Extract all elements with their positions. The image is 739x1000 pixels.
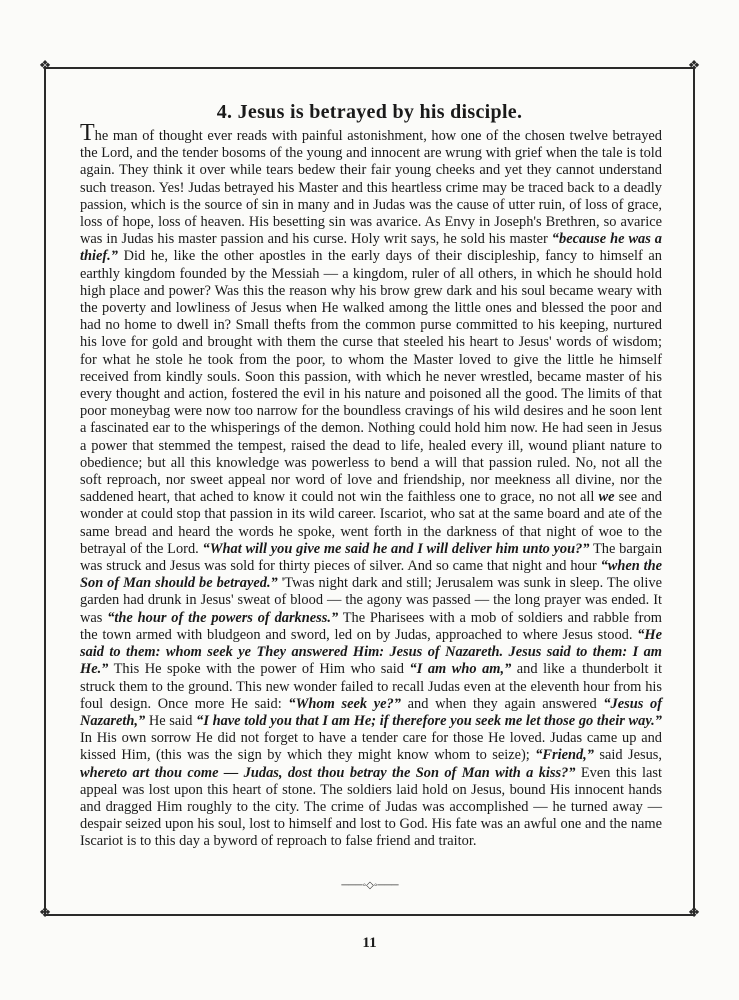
quoted-scripture: “What will you give me said he and I will deliver him unto you?”	[202, 540, 590, 557]
frame-left-rule	[44, 67, 46, 915]
quoted-scripture: “I have told you that I am He; if therefore you seek me let those go their way.”	[196, 712, 662, 729]
quoted-scripture: “He said to them: whom seek ye They answered Him: Jesus of Nazareth. Jesus said to them: I am He.”	[80, 626, 662, 678]
body-text-run: In His own sorrow He did not forget to have a tender care for those He loved. Judas came up and kissed Him, (this was the sign by which they might know whom to seize);	[80, 730, 662, 764]
body-text-run: Did he, like the other apostles in the early days of their discipleship, fancy to himself an earthly kingdom founded by the Messiah — a kingdom, ruler of all others, in which he should hold high place and power? Was this the reason why his brow grew dark and his soul became weary with the poverty and lowliness of Jesus when He walked among the little ones and blessed the poor and had no home to dwell in? Small thefts from the common purse committed to his keeping, nurtured his love for gold and brought with them the curse that steeled his heart to Jesus' words of wisdom; for what he stole he took from the poor, to whom the Master loved to give the little he himself received from kindly souls. Soon this passion, with which he never wrestled, became master of his every thought and action, fostered the evil in his nature and poisoned all the good. The limits of that poor moneybag were now too narrow for the boundless cravings of his wild desires and he soon lent a fascinated ear to the whisperings of the demon. Nothing could hold him now. He had seen in Jesus a power that stemmed the tempest, raised the dead to life, healed every ill, wound pliant nature to obedience; but all this knowledge was powerless to bend a will that passion ruled. No, not all the soft reproach, nor sweet appeal nor word of love and friendship, nor meekness all divine, nor the saddened heart, that ached to know it could not win the faithless one to grace, no not all	[80, 248, 662, 506]
body-text-run: see and wonder at could stop that passion in its wild career. Iscariot, who sat at the same board and ate of the same bread and heard the words he spoke, went forth in the darkness of that night of woe to the betrayal of the Lord.	[80, 489, 662, 557]
drop-cap: T	[80, 120, 95, 146]
body-text-run: said Jesus,	[593, 747, 662, 764]
body-text-run: Even this last appeal was lost upon this heart of stone. The soldiers laid hold on Jesus, bound His innocent hands and dragged Him roughly to the city. The crime of Judas was accomplished — he turned away — despair seized upon his soul, lost to himself and lost to God. His fate was an awful one and the name Iscariot is to this day a byword of reproach to false friend and traitor.	[80, 764, 663, 850]
body-text-run: and when they again answered	[400, 695, 604, 712]
body-text	[80, 120, 663, 851]
body-text-run: and like a thunderbolt it struck them to the ground. This new wonder failed to recall Judas even at the eleventh hour from his foul design. Once more He said:	[80, 661, 662, 712]
quoted-scripture: “because he was a thief.”	[80, 231, 662, 265]
body-text-run: 'Twas night dark and still; Jerusalem was sunk in sleep. The olive garden had drunk in Jesus' sweat of blood — the agony was passed — the long prayer was ended. It was	[80, 575, 663, 626]
quoted-scripture: “when the Son of Man should be betrayed.”	[80, 558, 662, 592]
body-paragraph	[80, 120, 663, 851]
frame-bottom-rule	[44, 914, 694, 916]
section-divider: ───◦◇◦───	[341, 880, 399, 891]
frame-right-rule	[693, 67, 695, 915]
quoted-scripture: “I am who am,”	[409, 661, 512, 678]
quoted-scripture: whereto art thou come — Judas, dost thou betray the Son of Man with a kiss?”	[80, 764, 576, 781]
chapter-title: 4. Jesus is betrayed by his disciple.	[216, 101, 523, 123]
quoted-scripture: “Whom seek ye?”	[288, 695, 401, 712]
body-text-run: he man of thought ever reads with painful astonishment, how one of the chosen twelve betrayed the Lord, and the tender bosoms of the young and innocent are wrung with grief when the tale is told again. They think it over while tears bedew their fair young cheeks and yet they cannot understand such treason. Yes! Judas betrayed his Master and this heartless crime may be traced back to a deadly passion, which is the source of sin in many and in Judas was the cause of utter ruin, of loss of grace, loss of hope, loss of heaven. His besetting sin was avarice. As Envy in Joseph's Brethren, so avarice was in Judas his master passion and his curse. Holy writ says, he sold his master	[80, 128, 662, 248]
quoted-scripture: “Jesus of Nazareth,”	[80, 695, 663, 729]
body-text-run: The bargain was struck and Jesus was sold for thirty pieces of silver. And so came that night and hour	[80, 540, 663, 575]
quoted-scripture: “Friend,”	[535, 747, 594, 764]
body-text-run: The Pharisees with a mob of soldiers and rabble from the town armed with bludgeon and sword, led on by Judas, approached to where Jesus stood.	[80, 609, 662, 643]
page-number: 11	[362, 935, 377, 951]
corner-ornament-icon: ❖	[38, 59, 52, 74]
quoted-scripture: we	[598, 489, 615, 506]
frame-top-rule	[44, 67, 694, 69]
corner-ornament-icon: ❖	[38, 906, 52, 921]
corner-ornament-icon: ❖	[687, 906, 701, 921]
quoted-scripture: “the hour of the powers of darkness.”	[107, 609, 339, 626]
corner-ornament-icon: ❖	[687, 59, 701, 74]
body-text-run: This He spoke with the power of Him who said	[108, 661, 410, 678]
body-text-run: He said	[145, 712, 197, 729]
